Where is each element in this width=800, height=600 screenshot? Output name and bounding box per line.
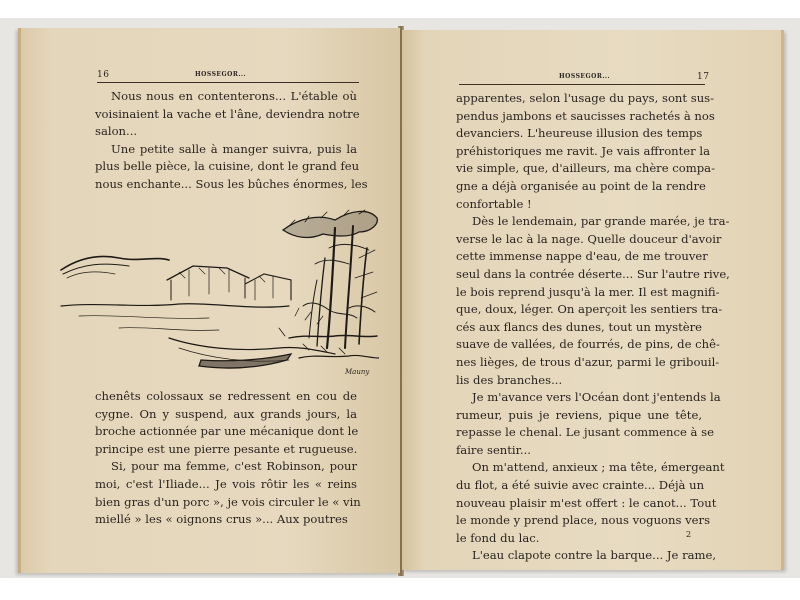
- text-line: broche actionnée par une mécanique dont le: [95, 424, 359, 439]
- text-line: le monde y prend place, nous voguons vers: [456, 513, 711, 528]
- text-line: rumeur, puis je reviens, pique une tête,: [456, 407, 702, 422]
- text-line: verse le lac à la nage. Quelle douceur d'avoir: [456, 231, 722, 246]
- text-line: Dès le lendemain, par grande marée, je tra-: [472, 214, 730, 229]
- right-page: [402, 30, 784, 570]
- left-text-bottom: [95, 388, 361, 529]
- text-line: On m'attend, anxieux ; ma tête, émergeant: [472, 460, 725, 475]
- text-line: Une petite salle à manger suivra, puis la: [111, 141, 357, 156]
- open-book: [0, 18, 800, 578]
- text-line: devanciers. L'heureuse illusion des temps: [456, 126, 703, 141]
- text-line: nous enchante... Sous les bûches énormes, les: [95, 176, 368, 191]
- text-line: salon...: [95, 124, 138, 139]
- text-line: que, doux, léger. On aperçoit les sentiers tra-: [456, 302, 723, 317]
- text-line: pendus jambons et saucisses rachetés à nos: [456, 108, 715, 123]
- text-line: plus belle pièce, la cuisine, dont le grand feu: [95, 159, 360, 174]
- right-text: [456, 90, 730, 565]
- landscape-illustration: [59, 188, 379, 384]
- right-header-rule: [459, 84, 705, 85]
- text-line: seul dans la contrée déserte... Sur l'autre rive,: [456, 266, 730, 281]
- right-running-head: HOSSEGOR...: [559, 73, 611, 80]
- text-line: bien gras d'un porc », je vois circuler le « vin: [95, 494, 361, 509]
- text-line: préhistoriques me ravit. Je vais affronter la: [456, 143, 711, 158]
- text-line: moi, c'est l'Iliade... Je vois rôtir les « reins: [95, 476, 357, 491]
- left-header-rule: [97, 82, 359, 83]
- text-line: gne a déjà organisée au point de la rendre: [456, 178, 706, 193]
- text-line: principe est une pierre pesante et rugueuse.: [95, 441, 358, 456]
- text-line: miellé » les « oignons crus »... Aux poutres: [95, 512, 348, 527]
- text-line: nouveau plaisir m'est offert : le canot... Tout: [456, 495, 717, 510]
- text-line: L'eau clapote contre la barque... Je rame,: [472, 548, 717, 563]
- text-line: voisinaient la vache et l'âne, deviendra notre: [95, 106, 360, 121]
- text-line: faire sentir...: [456, 442, 531, 457]
- text-line: du flot, a été suivie avec crainte... Déjà un: [456, 478, 705, 493]
- text-line: Je m'avance vers l'Océan dont j'entends la: [472, 390, 721, 405]
- text-line: chenêts colossaux se redressent en cou de: [95, 389, 357, 403]
- left-text-top: [95, 88, 368, 194]
- text-line: vie simple, que, d'ailleurs, ma chère compa-: [456, 161, 715, 176]
- text-line: repasse le chenal. Le jusant commence à se: [456, 425, 714, 440]
- text-line: nes lièges, de trous d'azur, parmi le gribouil-: [456, 354, 720, 369]
- text-line: cés aux flancs des dunes, tout un mystère: [456, 319, 702, 334]
- text-line: suave de vallées, de fourrés, de pins, de chê-: [456, 337, 720, 352]
- text-line: Nous nous en contenterons... L'étable où: [111, 89, 357, 103]
- text-line: Si, pour ma femme, c'est Robinson, pour: [111, 459, 357, 474]
- right-page-header: [459, 72, 709, 86]
- text-line: le bois reprend jusqu'à la mer. Il est magnifi-: [456, 284, 720, 299]
- left-running-head: HOSSEGOR...: [195, 71, 247, 78]
- right-page-number: 17: [697, 72, 710, 82]
- text-line: le fond du lac.: [456, 530, 540, 545]
- left-page-header: [97, 70, 357, 84]
- illustration-signature: Mauny: [345, 368, 370, 376]
- left-page: [18, 28, 400, 573]
- text-line: cygne. On y suspend, aux grands jours, la: [95, 406, 357, 421]
- text-line: confortable !: [456, 196, 532, 211]
- signature-mark: 2: [686, 530, 692, 539]
- text-line: cette immense nappe d'eau, de me trouver: [456, 249, 708, 264]
- left-page-number: 16: [97, 70, 110, 80]
- text-line: apparentes, selon l'usage du pays, sont sus-: [456, 91, 715, 105]
- text-line: lis des branches...: [456, 372, 563, 387]
